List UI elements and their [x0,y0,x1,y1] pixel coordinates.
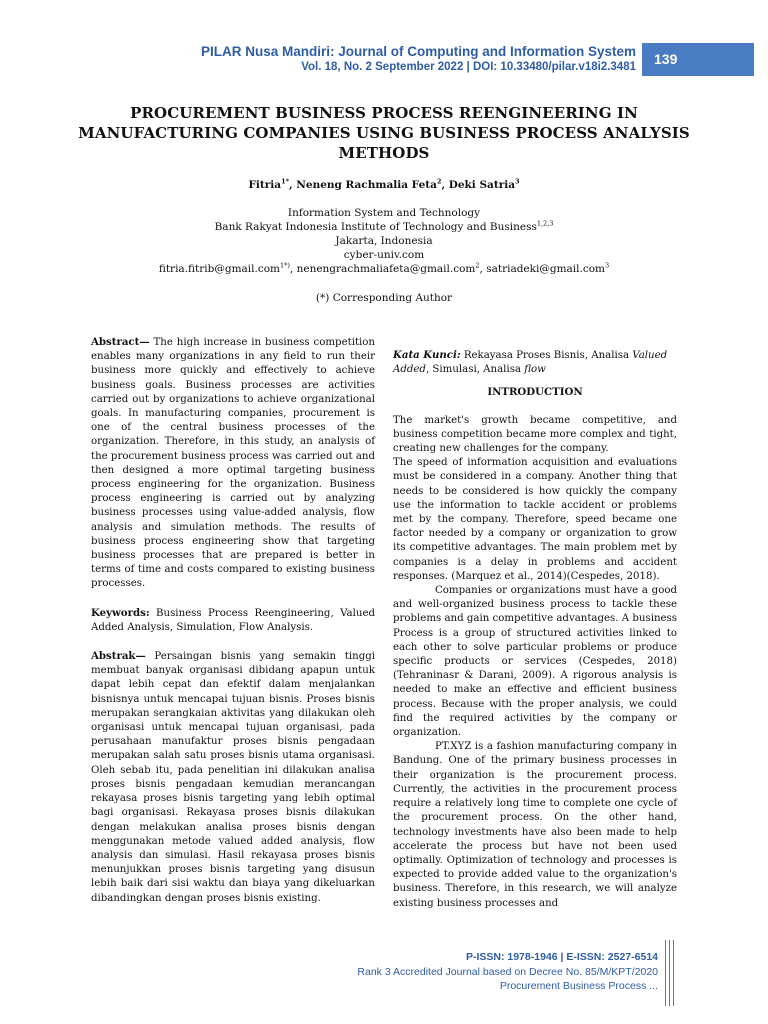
footer-short-title: Procurement Business Process ... [499,980,658,992]
author-sup: 3 [515,177,520,186]
section-heading: INTRODUCTION [487,386,583,399]
email-list [60,262,708,276]
abstrak-label: Abstrak— [91,650,146,663]
kata-kunci-italic: Valued Added [393,350,668,376]
institute-sup: 1,2,3 [536,219,554,228]
footer-rank: Rank 3 Accredited Journal based on Decree No. 85/M/KPT/2020 [357,966,658,978]
keywords-label: Keywords: [91,606,150,619]
author-list [60,178,708,192]
footer-rule [673,940,674,1006]
email-sup: 2 [475,261,480,270]
intro-paragraph: PT.XYZ is a fashion manufacturing company in Bandung. One of the primary business processes in their organization is the procurement process. Currently, the activities in the procurement process require a relatively long time to complete one cycle of the procurement process. On the other hand, technology investments have also been made to help accelerate the process but have not been used optimally. Optimization of technology and processes is expected to provide added value to the organization's business. Therefore, in this research, we will analyze existing business processes and [393,741,677,909]
title-line-3: METHODS [338,144,430,162]
author-sup: 2 [436,177,442,186]
abstract-text: The high increase in business competition enables many organizations in any field to run their business more quickly and effectively to achieve business goals. Business processes are activities carried out by organizations to achieve organizational goals. In manufacturing companies, procurement is one of the central business processes of the organization. Therefore, in this study, an analysis of the procurement business process was carried out and then designed a more optimal targeting business process engineering for the organization. Business process engineering is carried out by analyzing business processes using value-added analysis, flow analysis and simulation methods. The results of business process engineering show that targeting business processes that are prepared is better in terms of time and costs compared to existing business processes. [91,337,376,590]
email-link[interactable]: , satriadeki@gmail.com [479,263,606,275]
journal-issue: Vol. 18, No. 2 September 2022 | DOI: 10.33480/pilar.v18i2.3481 [301,61,636,73]
intro-paragraph: The market's growth became competitive, and business competition became more complex and tight, creating new challenges for the company. [393,414,677,455]
kata-kunci-text: , Simulasi, Analisa [425,364,525,376]
email-sup: 3 [605,261,610,270]
page-number: 139 [642,43,754,76]
intro-paragraph: The speed of information acquisition and evaluations must be considered in a company. Another thing that needs to be considered is how quickly the company use the information to tackle accident or problems met by the company. Therefore, speed became one factor needed by a company or organization to grow its competitive advantages. The main problem met by companies is a delay in problems and accident responses. (Marquez et al., 2014)(Cespedes, 2018). [393,457,677,582]
author-name: , Neneng Rachmalia Feta [289,179,437,191]
affiliation-site: cyber-univ.com [343,249,425,261]
affiliation-city: Jakarta, Indonesia [335,235,433,247]
abstract-en [91,335,375,592]
abstract-id [91,649,375,906]
footer-rule [669,940,670,1006]
author-name: , Deki Satria [441,179,516,191]
right-column [393,348,677,911]
email-link[interactable]: fitria.fitrib@gmail.com [158,263,280,275]
affiliation-dept: Information System and Technology [287,207,481,219]
corresponding-author: (*) Corresponding Author [315,292,453,304]
email-link[interactable]: , nenengrachmaliafeta@gmail.com [289,263,476,275]
email-sup: 1*) [280,261,290,270]
left-column [91,335,375,906]
footer-issn: P-ISSN: 1978-1946 | E-ISSN: 2527-6514 [465,951,658,963]
kata-kunci-text: Rekayasa Proses Bisnis, Analisa [460,350,633,361]
affiliation-institute [60,220,708,234]
keywords-text: Business Process Reengineering, Valued Added Analysis, Simulation, Flow Analysis. [91,607,375,633]
title-line-1: PROCUREMENT BUSINESS PROCESS REENGINEERING IN [130,104,638,122]
journal-title: PILAR Nusa Mandiri: Journal of Computing and Information System [200,44,636,59]
abstrak-text: Persaingan bisnis yang semakin tinggi membuat banyak organisasi dibidang apapun untuk dapat lebih cepat dan efektif dalam menjalankan bisnisnya untuk mencapai tujuan bisnis. Proses bisnis merupakan serangkaian aktivitas yang dilakukan oleh organisasi untuk mencapai tujuan organisasi, pada perusahaan manufaktur proses bisnis pengadaan merupakan salah satu proses bisnis utama organisasi. Oleh sebab itu, pada penelitian ini dilakukan analisa proses bisnis pengadaan kemudian merancangan rekayasa proses bisnis targeting yang lebih optimal bagi organisasi. Rekayasa proses bisnis dilakukan dengan melakukan analisa proses bisnis dengan menggunakan metode valued added analysis, flow analysis dan simulasi. Hasil rekayasa proses bisnis menunjukkan proses bisnis targeting yang disusun lebih baik dari sisi waktu dan biaya yang dikeluarkan dibandingkan dengan proses bisnis existing. [91,651,375,904]
intro-paragraph: Companies or organizations must have a good and well-organized business process to tackle these problems and gain competitive advantages. A business Process is a group of structured activities linked to each other to solve particular problems or produce specific products or services (Cespedes, 2018)(Tehraninasr & Darani, 2009). A rigorous analysis is needed to make an effective and efficient business process. Because with the proper analysis, we could find the required activities by the company or organization. [393,585,677,739]
kata-kunci-italic: flow [524,364,546,376]
author-name: Fitria [248,179,282,191]
keywords-id [393,348,677,377]
keywords-en [91,606,375,635]
kata-kunci-label: Kata Kunci: [393,349,461,361]
paper-title [60,103,708,163]
title-line-2: MANUFACTURING COMPANIES USING BUSINESS PROCESS ANALYSIS [78,124,690,142]
author-sup: 1* [281,177,289,186]
abstract-label: Abstract— [91,336,150,348]
institute-name: Bank Rakyat Indonesia Institute of Technology and Business [214,221,537,233]
footer-rule [665,940,666,1006]
